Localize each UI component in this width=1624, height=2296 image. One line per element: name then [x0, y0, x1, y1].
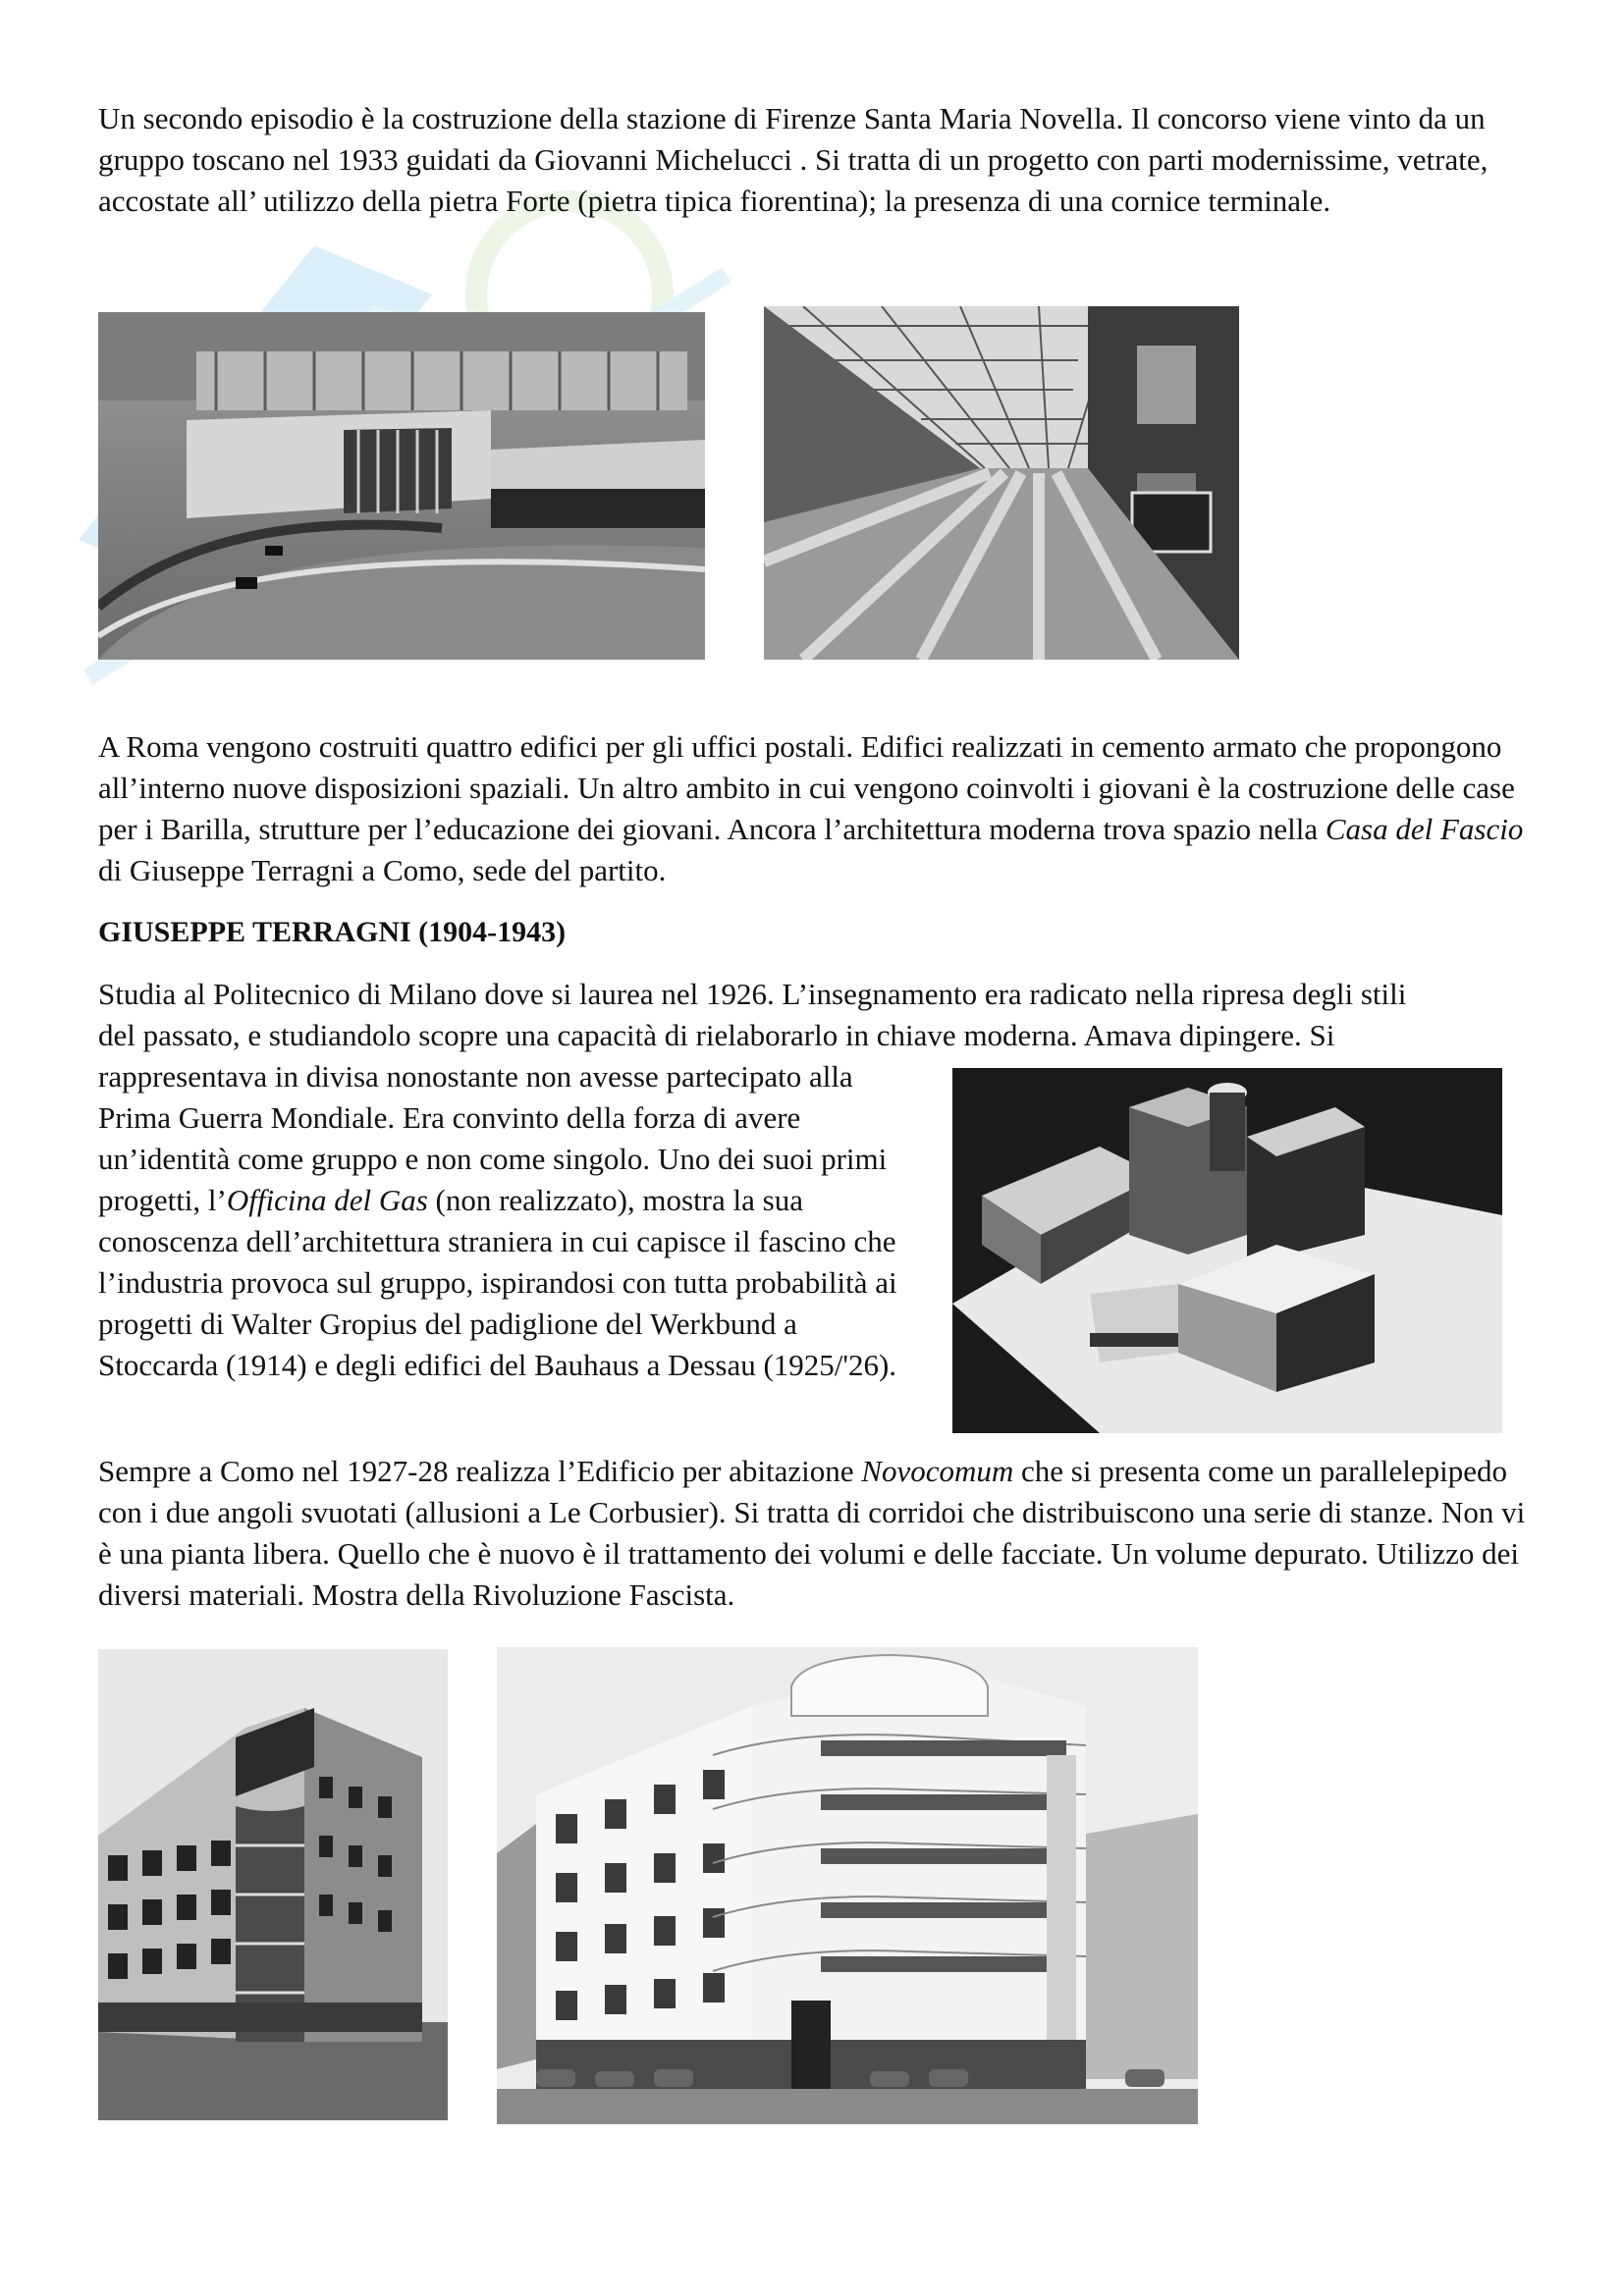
novocomum-paragraph-part1: Sempre a Como nel 1927-28 realizza l’Edificio per abitazione [98, 1454, 862, 1488]
rome-paragraph-part2: di Giuseppe Terragni a Como, sede del partito. [98, 853, 667, 887]
novocomum-historic-photo [98, 1649, 448, 2120]
novocomum-modern-photo [497, 1647, 1198, 2124]
terragni-paragraph-line1: Studia al Politecnico di Milano dove si laurea nel 1926. L’insegnamento era radicato nella ripresa degli stili [98, 977, 1407, 1011]
station-interior-photo [764, 306, 1239, 660]
officina-del-gas-model-photo [952, 1068, 1502, 1433]
terragni-paragraph-part2: (non realizzato), mostra la sua conoscenza dell’architettura straniera in cui capisce il fascino che l’industria provoca sul gruppo, ispirandosi con tutta probabilità ai progetti di Walter Gropius del padiglione del Werkbund a Stoccarda (1914) e degli edifici del Bauhaus a Dessau (1925/'26). [98, 1183, 897, 1382]
novocomum-title: Novocomum [861, 1454, 1014, 1488]
novocomum-paragraph [98, 1451, 1532, 1616]
intro-paragraph: Un secondo episodio è la costruzione della stazione di Firenze Santa Maria Novella. Il concorso viene vinto da un gruppo toscano nel 1933 guidati da Giovanni Michelucci . Si tratta di un progetto con parti modernissime, vetrate, accostate all’ utilizzo della pietra Forte (pietra tipica fiorentina); la presenza di una cornice terminale. [98, 101, 1489, 218]
station-exterior-photo [98, 312, 705, 660]
rome-paragraph [98, 726, 1532, 891]
section-heading: GIUSEPPE TERRAGNI (1904-1943) [98, 916, 567, 948]
novocomum-paragraph-part2: che si presenta come un parallelepipedo con i due angoli svuotati (allusioni a Le Corbusier). Si tratta di corridoi che distribuiscono una serie di stanze. Non vi è una pianta libera. Quello che è nuovo è il trattamento dei volumi e delle facciate. Un volume depurato. Utilizzo dei diversi materiali. Mostra della Rivoluzione Fascista. [98, 1454, 1526, 1612]
terragni-paragraph-line2: del passato, e studiandolo scopre una capacità di rielaborarlo in chiave moderna. Amava dipingere. Si [98, 1018, 1335, 1052]
officina-del-gas-title: Officina del Gas [226, 1183, 428, 1217]
rome-paragraph-part1: A Roma vengono costruiti quattro edifici per gli uffici postali. Edifici realizzati in cemento armato che propongono all’interno nuove disposizioni spaziali. Un altro ambito in cui vengono coinvolti i giovani è la costruzione delle case per i Barilla, strutture per l’educazione dei giovani. Ancora l’architettura moderna trova spazio nella [98, 729, 1515, 846]
terragni-paragraph-column [98, 1056, 923, 1386]
terragni-paragraph-part1: rappresentava in divisa nonostante non avesse partecipato alla Prima Guerra Mondiale. Era convinto della forza di avere un’identità come gruppo e non come singolo. Uno dei suoi primi progetti, l’ [98, 1059, 888, 1217]
casa-del-fascio-title: Casa del Fascio [1325, 812, 1524, 846]
